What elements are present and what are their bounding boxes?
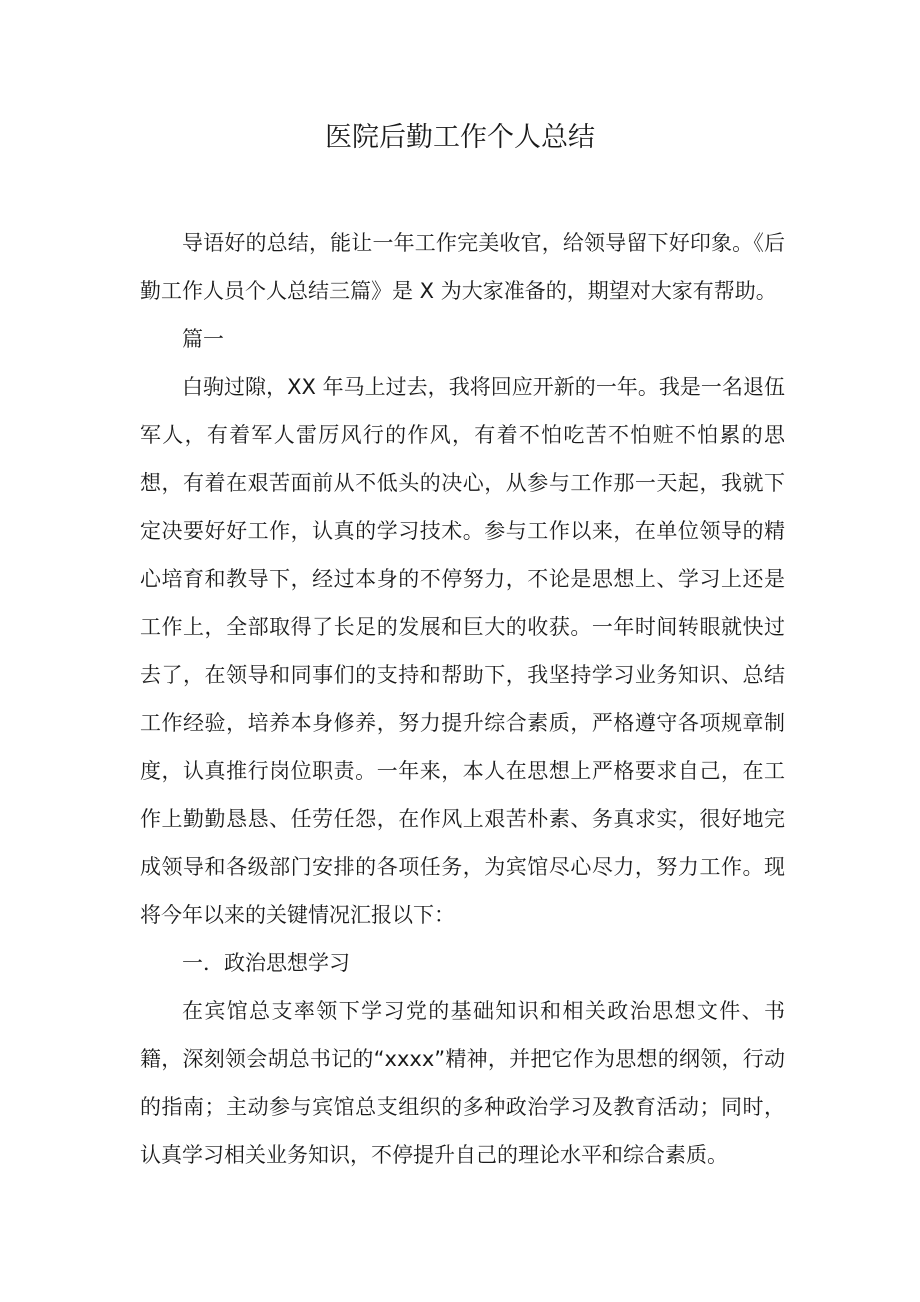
body-paragraph: 在宾馆总支率领下学习党的基础知识和相关政治思想文件、书籍，深刻领会胡总书记的“xxxx”精神，并把它作为思想的纲领，行动的指南；主动参与宾馆总支组织的多种政治学习及教育活动；同时，认真学习相关业务知识，不停提升自己的理论水平和综合素质。 (140, 999, 785, 1167)
document-body (140, 219, 785, 1179)
subsection-heading: 一．政治思想学习 (182, 951, 350, 975)
section-heading: 篇一 (182, 327, 224, 351)
intro-paragraph: 导语好的总结，能让一年工作完美收官，给领导留下好印象。《后勤工作人员个人总结三篇》是 X 为大家准备的，期望对大家有帮助。 (140, 231, 785, 303)
document-title: 医院后勤工作个人总结 (325, 122, 595, 153)
body-paragraph: 白驹过隙，XX 年马上过去，我将回应开新的一年。我是一名退伍军人，有着军人雷厉风行的作风，有着不怕吃苦不怕赃不怕累的思想，有着在艰苦面前从不低头的决心，从参与工作那一天起，我就下定决要好好工作，认真的学习技术。参与工作以来，在单位领导的精心培育和教导下，经过本身的不停努力，不论是思想上、学习上还是工作上，全部取得了长足的发展和巨大的收获。一年时间转眼就快过去了，在领导和同事们的支持和帮助下，我坚持学习业务知识、总结工作经验，培养本身修养，努力提升综合素质，严格遵守各项规章制度，认真推行岗位职责。一年来，本人在思想上严格要求自己，在工作上勤勤恳恳、任劳任怨，在作风上艰苦朴素、务真求实，很好地完成领导和各级部门安排的各项任务，为宾馆尽心尽力，努力工作。现将今年以来的关键情况汇报以下： (140, 375, 785, 927)
